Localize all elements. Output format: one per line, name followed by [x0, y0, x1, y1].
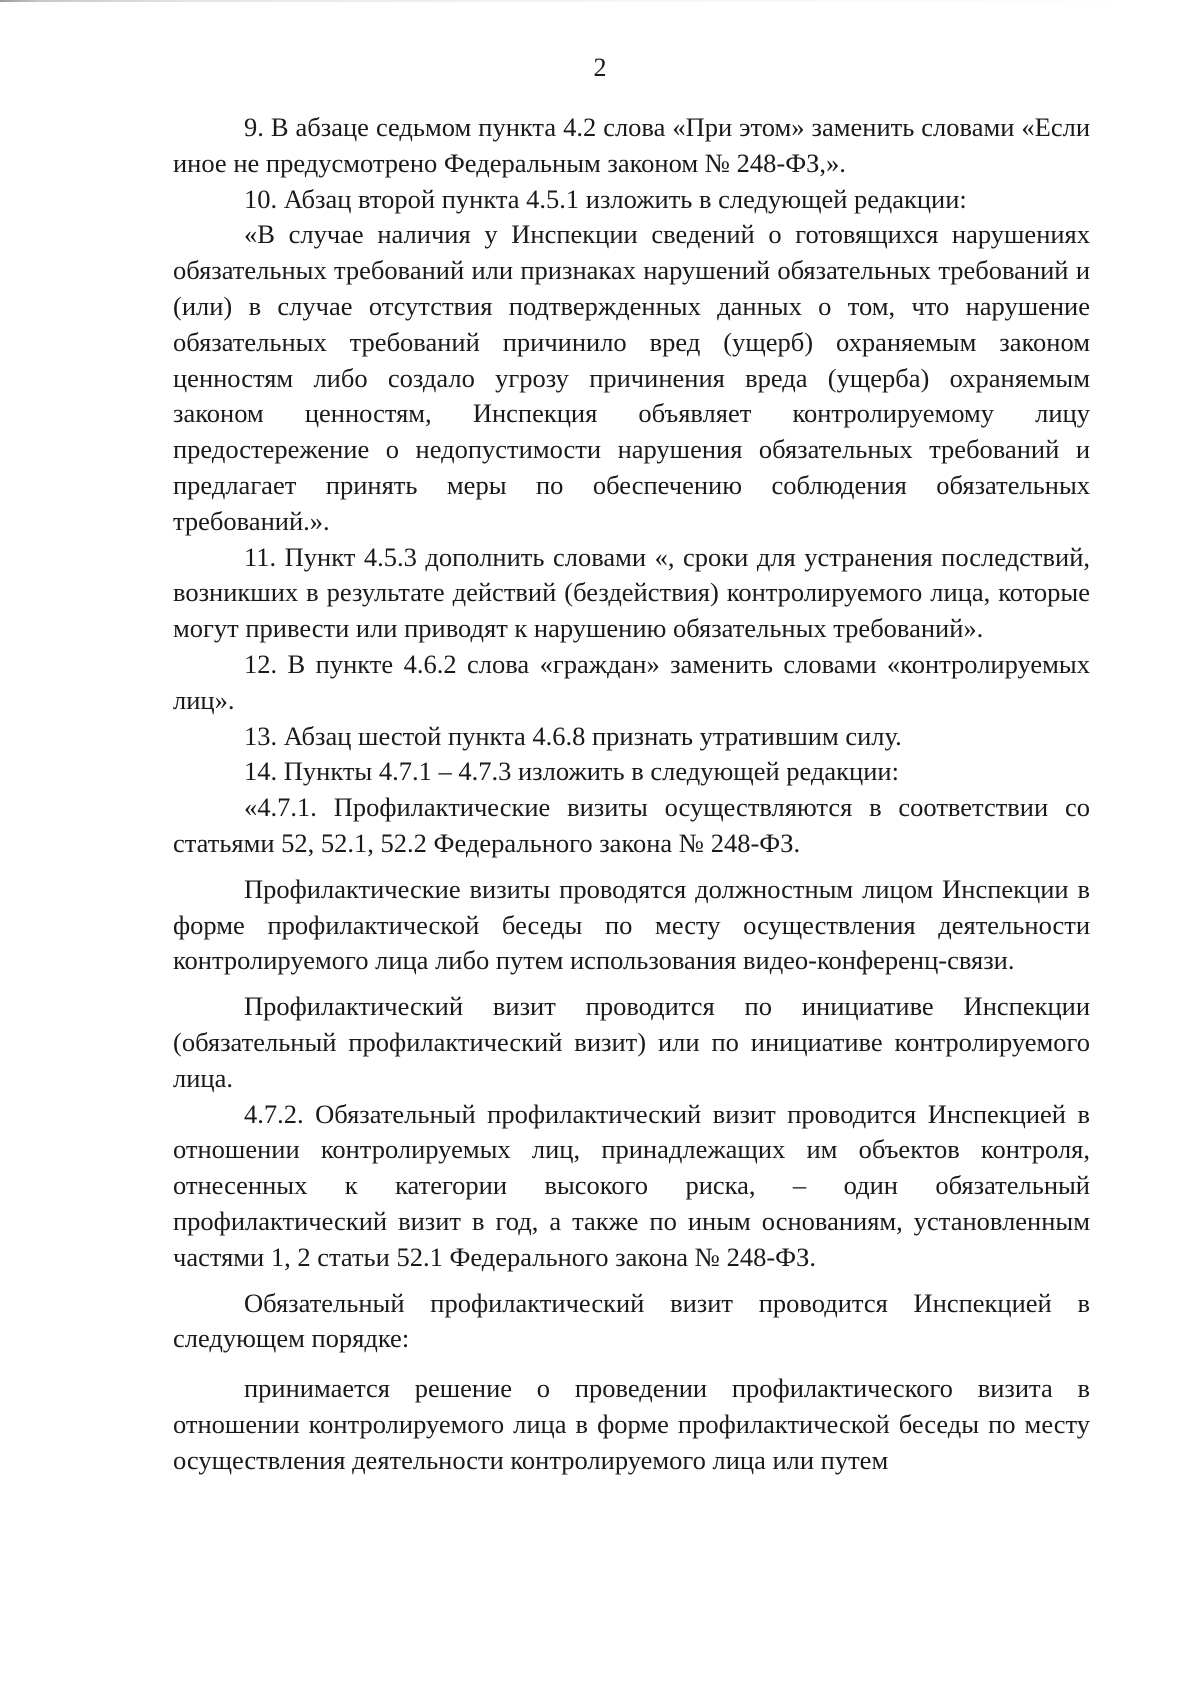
paragraph-item-10: 10. Абзац второй пункта 4.5.1 изложить в следующей редакции: [244, 183, 967, 214]
document-body [173, 110, 1090, 1478]
paragraph-quote-4-5-1: «В случае наличия у Инспекции сведений о готовящихся нарушениях обязательных требований или признаках нарушений обязательных требований и (или) в случае отсутствия подтвержденных данных о том, что нарушение обязательных требований причинило вред (ущерб) охраняемым законом ценностям либо создало угрозу причинения вреда (ущерба) охраняемым законом ценностям, Инспекция объявляет контролируемому лицу предостережение о недопустимости нарушения обязательных требований и предлагает принять меры по обеспечению соблюдения обязательных требований.». [173, 219, 1090, 536]
paragraph-item-11: 11. Пункт 4.5.3 дополнить словами «, сроки для устранения последствий, возникших в результате действий (бездействия) контролируемого лица, которые могут привести или приводят к нарушению обязательных требований». [173, 541, 1090, 644]
paragraph-visits-conduct: Профилактические визиты проводятся должностным лицом Инспекции в форме профилактической беседы по месту осуществления деятельности контролируемого лица либо путем использования видео-конференц-связи. [173, 873, 1090, 976]
scan-edge [0, 0, 1200, 2]
paragraph-item-12: 12. В пункте 4.6.2 слова «граждан» заменить словами «контролируемых лиц». [173, 648, 1090, 715]
paragraph-item-14: 14. Пункты 4.7.1 – 4.7.3 изложить в следующей редакции: [244, 756, 899, 787]
paragraph-4-7-2: 4.7.2. Обязательный профилактический визит проводится Инспекцией в отношении контролируемых лиц, принадлежащих им объектов контроля, отнесенных к категории высокого риска, – один обязательный профилактический визит в год, а также по иным основаниям, установленным частями 1, 2 статьи 52.1 Федерального закона № 248-ФЗ. [173, 1098, 1090, 1272]
paragraph-decision: принимается решение о проведении профилактического визита в отношении контролируемого лица в форме профилактической беседы по месту осуществления деятельности контролируемого лица или путем [173, 1373, 1090, 1475]
paragraph-4-7-1: «4.7.1. Профилактические визиты осуществляются в соответствии со статьями 52, 52.1, 52.2 Федерального закона № 248-ФЗ. [173, 792, 1090, 858]
paragraph-item-9: 9. В абзаце седьмом пункта 4.2 слова «При этом» заменить словами «Если иное не предусмотрено Федеральным законом № 248-ФЗ,». [173, 112, 1090, 178]
paragraph-mandatory-visit-order: Обязательный профилактический визит проводится Инспекцией в следующем порядке: [173, 1287, 1090, 1354]
paragraph-item-13: 13. Абзац шестой пункта 4.6.8 признать утратившим силу. [244, 720, 902, 751]
paragraph-visit-initiative: Профилактический визит проводится по инициативе Инспекции (обязательный профилактический визит) или по инициативе контролируемого лица. [173, 991, 1090, 1093]
page-number: 2 [593, 53, 607, 82]
